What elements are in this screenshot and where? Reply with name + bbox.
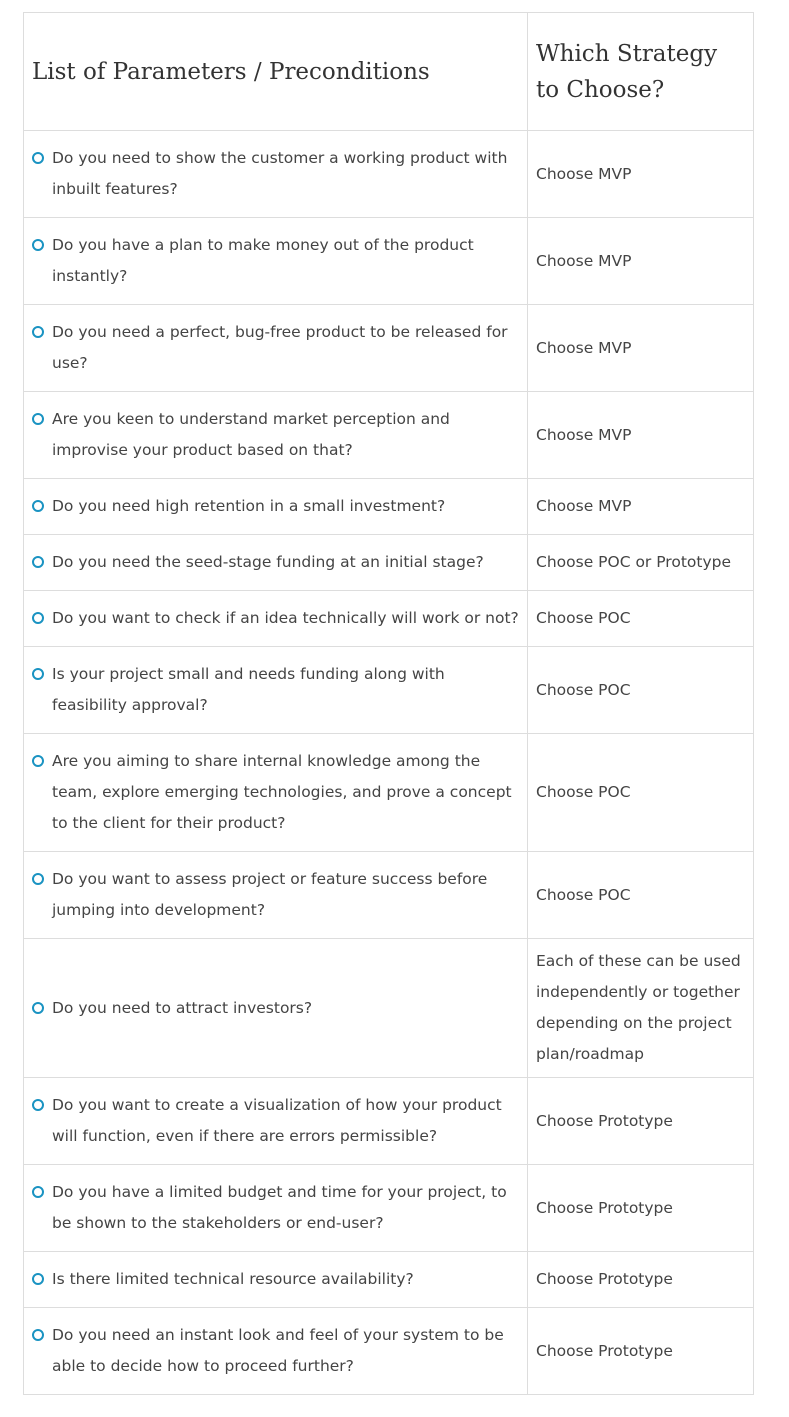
question-text: Do you need a perfect, bug-free product to be released for use?: [52, 323, 508, 372]
table-row: [24, 305, 754, 392]
table-row: [24, 734, 754, 852]
circle-bullet-icon: [32, 413, 44, 425]
table-row: [24, 1078, 754, 1165]
answer-cell: Each of these can be used independently or together depending on the project plan/roadmap: [528, 939, 754, 1078]
table-header-row: [24, 13, 754, 131]
answer-cell: Choose POC: [528, 647, 754, 734]
circle-bullet-icon: [32, 668, 44, 680]
question-text: Do you need high retention in a small investment?: [52, 497, 446, 515]
parameters-column-header: List of Parameters / Preconditions: [24, 13, 528, 131]
question-text: Are you keen to understand market perception and improvise your product based on that?: [52, 410, 450, 459]
question-cell: [24, 305, 528, 392]
table-row: [24, 1252, 754, 1308]
answer-cell: Choose MVP: [528, 131, 754, 218]
answer-cell: Choose POC: [528, 852, 754, 939]
question-cell: [24, 1078, 528, 1165]
question-text: Is your project small and needs funding along with feasibility approval?: [52, 665, 445, 714]
table-row: [24, 392, 754, 479]
answer-cell: Choose Prototype: [528, 1308, 754, 1395]
table-row: [24, 479, 754, 535]
table-row: [24, 218, 754, 305]
question-text: Do you need an instant look and feel of your system to be able to decide how to proceed further?: [52, 1326, 504, 1375]
strategy-column-header: Which Strategy to Choose?: [528, 13, 754, 131]
circle-bullet-icon: [32, 1273, 44, 1285]
circle-bullet-icon: [32, 152, 44, 164]
answer-cell: Choose Prototype: [528, 1078, 754, 1165]
table-row: [24, 131, 754, 218]
question-text: Do you need the seed-stage funding at an initial stage?: [52, 553, 484, 571]
answer-cell: Choose POC: [528, 591, 754, 647]
question-cell: [24, 647, 528, 734]
strategy-comparison-table: [23, 12, 754, 1395]
circle-bullet-icon: [32, 326, 44, 338]
table-row: [24, 647, 754, 734]
circle-bullet-icon: [32, 500, 44, 512]
question-text: Do you have a plan to make money out of the product instantly?: [52, 236, 474, 285]
circle-bullet-icon: [32, 239, 44, 251]
answer-cell: Choose POC or Prototype: [528, 535, 754, 591]
answer-cell: Choose MVP: [528, 479, 754, 535]
circle-bullet-icon: [32, 1186, 44, 1198]
table-row: [24, 939, 754, 1078]
question-cell: [24, 392, 528, 479]
answer-cell: Choose MVP: [528, 218, 754, 305]
question-cell: [24, 218, 528, 305]
answer-cell: Choose POC: [528, 734, 754, 852]
question-cell: [24, 852, 528, 939]
circle-bullet-icon: [32, 873, 44, 885]
table-row: [24, 591, 754, 647]
question-cell: [24, 1252, 528, 1308]
circle-bullet-icon: [32, 1002, 44, 1014]
question-text: Do you need to attract investors?: [52, 998, 313, 1017]
circle-bullet-icon: [32, 1099, 44, 1111]
question-text: Do you have a limited budget and time for your project, to be shown to the stakeholders or end-user?: [52, 1183, 507, 1232]
question-text: Is there limited technical resource availability?: [52, 1270, 414, 1288]
table-row: [24, 1308, 754, 1395]
question-text: Are you aiming to share internal knowledge among the team, explore emerging technologies, and prove a concept to the client for their product?: [52, 752, 512, 832]
answer-cell: Choose Prototype: [528, 1252, 754, 1308]
question-text: Do you need to show the customer a working product with inbuilt features?: [52, 149, 508, 198]
question-cell: [24, 131, 528, 218]
question-cell: [24, 939, 528, 1078]
answer-cell: Choose MVP: [528, 305, 754, 392]
question-cell: [24, 734, 528, 852]
answer-cell: Choose Prototype: [528, 1165, 754, 1252]
question-cell: [24, 1308, 528, 1395]
question-text: Do you want to assess project or feature success before jumping into development?: [52, 870, 488, 919]
question-text: Do you want to create a visualization of how your product will function, even if there are errors permissible?: [52, 1096, 502, 1145]
circle-bullet-icon: [32, 612, 44, 624]
question-cell: [24, 591, 528, 647]
circle-bullet-icon: [32, 556, 44, 568]
answer-cell: Choose MVP: [528, 392, 754, 479]
question-cell: [24, 535, 528, 591]
question-cell: [24, 479, 528, 535]
circle-bullet-icon: [32, 1329, 44, 1341]
table-row: [24, 535, 754, 591]
question-cell: [24, 1165, 528, 1252]
question-text: Do you want to check if an idea technically will work or not?: [52, 609, 519, 627]
circle-bullet-icon: [32, 755, 44, 767]
table-row: [24, 1165, 754, 1252]
table-row: [24, 852, 754, 939]
